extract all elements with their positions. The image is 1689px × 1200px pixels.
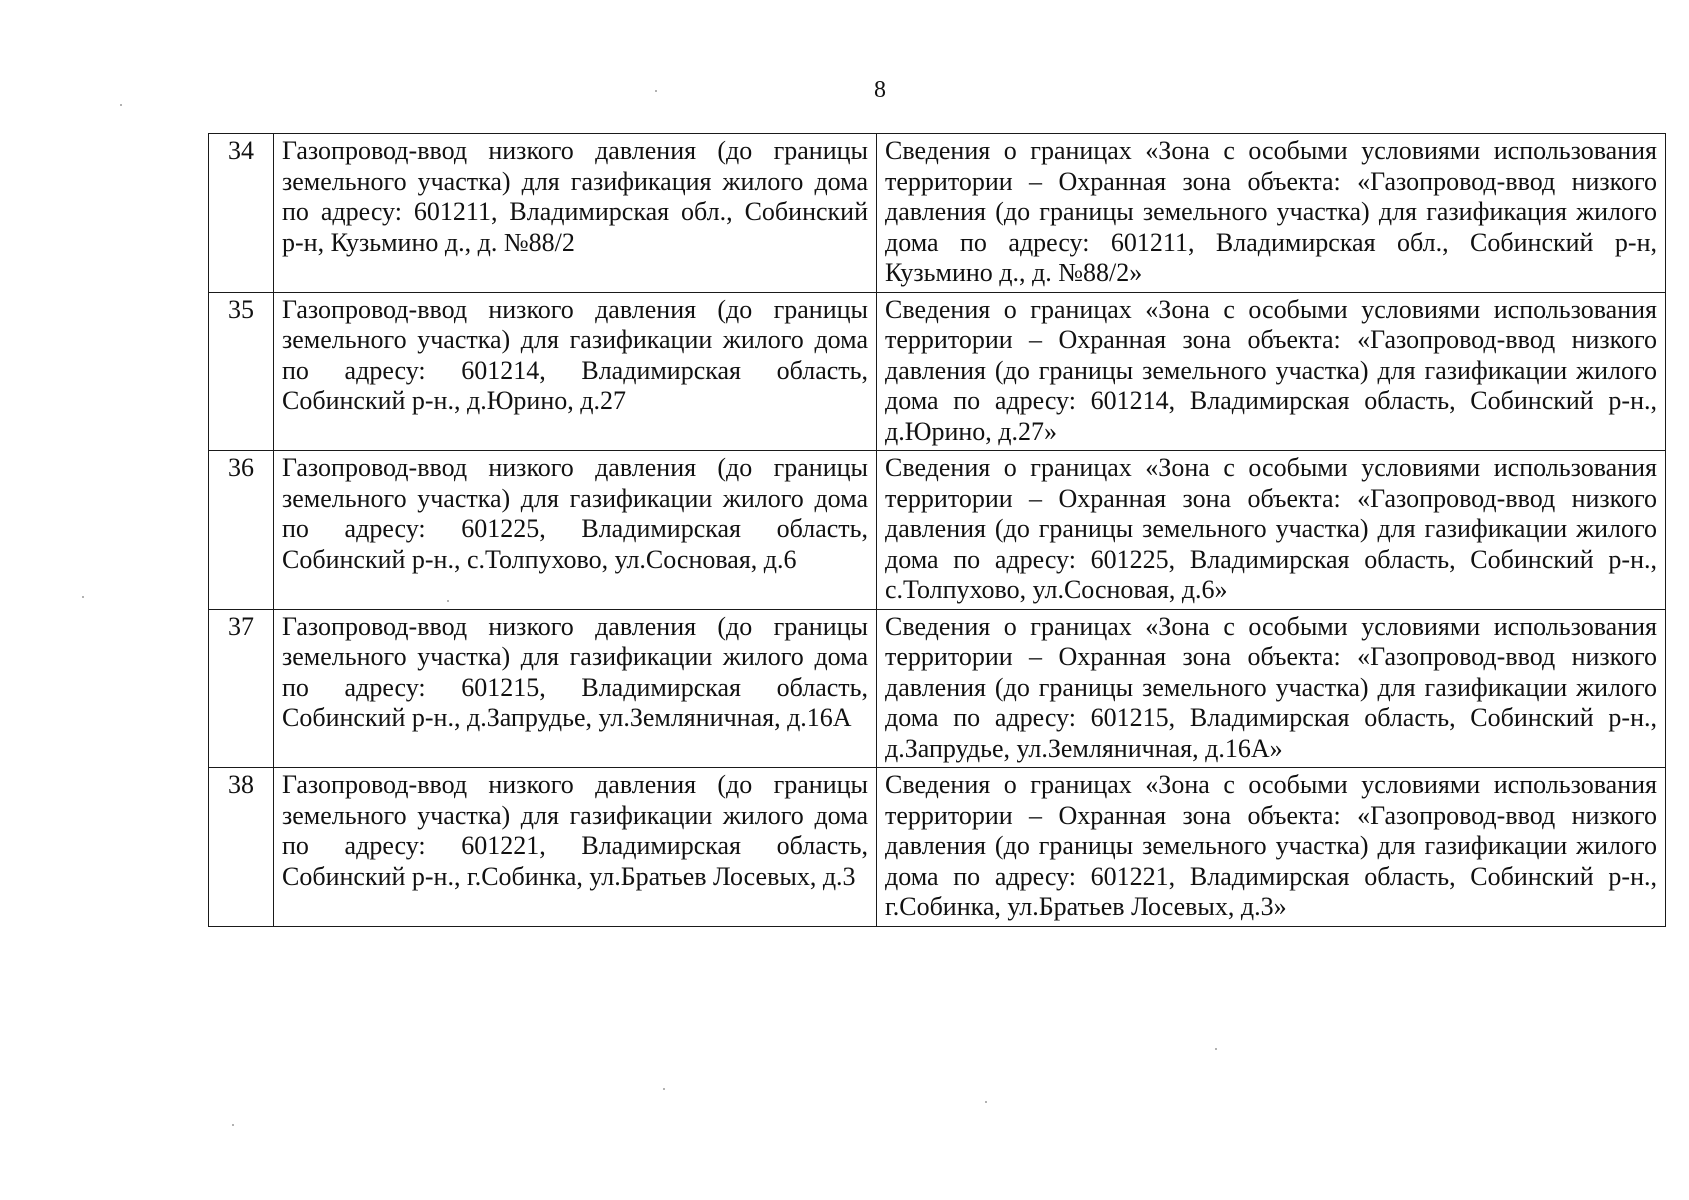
scan-speck [120, 104, 122, 106]
object-name: Газопровод-ввод низкого давления (до границы земельного участка) для газификации жилого дома по адресу: 601215, Владимирская область, Собинский р-н., д.Запрудье, ул.Земляничная, д.16А [282, 611, 868, 732]
object-name-cell [274, 292, 877, 451]
row-number: 38 [209, 768, 274, 927]
zone-info-cell [877, 451, 1666, 610]
object-name-cell [274, 134, 877, 293]
scan-speck [985, 1101, 987, 1103]
row-number: 35 [209, 292, 274, 451]
zone-info: Сведения о границах «Зона с особыми условиями использования территории – Охранная зона объекта: «Газопровод-ввод низкого давления (до границы земельного участка) для газификации жилого дома по адресу: 601221, Владимирская область, Собинский р-н., г.Собинка, ул.Братьев Лосевых, д.3» [885, 770, 1657, 921]
row-number: 34 [209, 134, 274, 293]
zone-info-cell [877, 292, 1666, 451]
page-number: 8 [874, 77, 886, 103]
object-name: Газопровод-ввод низкого давления (до границы земельного участка) для газификации жилого дома по адресу: 601221, Владимирская область, Собинский р-н., г.Собинка, ул.Братьев Лосевых, д.3 [282, 770, 868, 891]
table-row [209, 451, 1666, 610]
zone-info: Сведения о границах «Зона с особыми условиями использования территории – Охранная зона объекта: «Газопровод-ввод низкого давления (до границы земельного участка) для газификации жилого дома по адресу: 601215, Владимирская область, Собинский р-н., д.Запрудье, ул.Земляничная, д.16А» [885, 611, 1657, 763]
table-row [209, 609, 1666, 768]
zone-info: Сведения о границах «Зона с особыми условиями использования территории – Охранная зона объекта: «Газопровод-ввод низкого давления (до границы земельного участка) для газификации жилого дома по адресу: 601225, Владимирская область, Собинский р-н., с.Толпухово, ул.Сосновая, д.6» [885, 453, 1657, 604]
zone-info: Сведения о границах «Зона с особыми условиями использования территории – Охранная зона объекта: «Газопровод-ввод низкого давления (до границы земельного участка) для газификации жилого дома по адресу: 601214, Владимирская область, Собинский р-н., д.Юрино, д.27» [885, 294, 1657, 446]
zones-table [208, 133, 1666, 927]
object-name: Газопровод-ввод низкого давления (до границы земельного участка) для газификации жилого дома по адресу: 601214, Владимирская область, Собинский р-н., д.Юрино, д.27 [282, 294, 868, 415]
zone-info: Сведения о границах «Зона с особыми условиями использования территории – Охранная зона объекта: «Газопровод-ввод низкого давления (до границы земельного участка) для газификация жилого дома по адресу: 601211, Владимирская обл., Собинский р-н, Кузьмино д., д. №88/2» [885, 136, 1657, 287]
scan-speck [447, 600, 449, 602]
table-row [209, 292, 1666, 451]
scan-speck [663, 1088, 665, 1090]
scan-speck [82, 596, 84, 598]
scan-speck [655, 90, 657, 92]
zone-info-cell [877, 134, 1666, 293]
object-name-cell [274, 451, 877, 610]
zone-info-cell [877, 768, 1666, 927]
zone-info-cell [877, 609, 1666, 768]
scan-speck [232, 1124, 234, 1126]
object-name: Газопровод-ввод низкого давления (до границы земельного участка) для газификации жилого дома по адресу: 601225, Владимирская область, Собинский р-н., с.Толпухово, ул.Сосновая, д.6 [282, 453, 868, 574]
scan-speck [1215, 1048, 1217, 1050]
row-number: 36 [209, 451, 274, 610]
object-name-cell [274, 768, 877, 927]
object-name: Газопровод-ввод низкого давления (до границы земельного участка) для газификация жилого дома по адресу: 601211, Владимирская обл., Собинский р-н, Кузьмино д., д. №88/2 [282, 136, 868, 257]
table-row [209, 134, 1666, 293]
row-number: 37 [209, 609, 274, 768]
object-name-cell [274, 609, 877, 768]
table-row [209, 768, 1666, 927]
